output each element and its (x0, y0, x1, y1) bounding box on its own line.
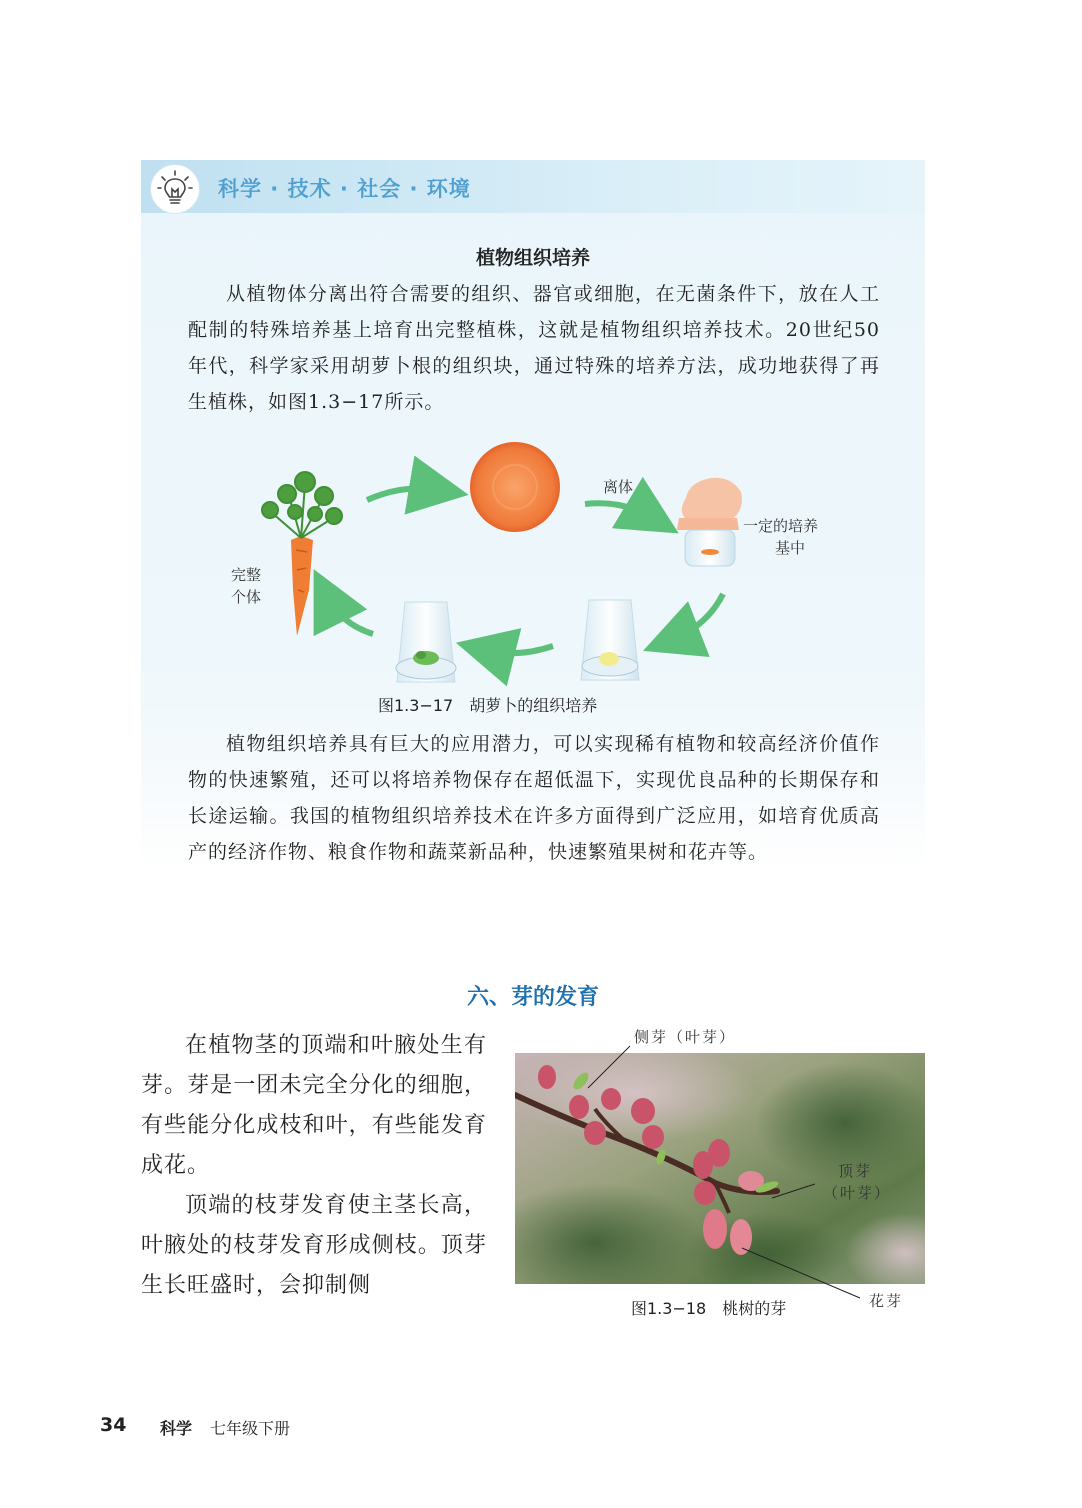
culture-dish-callus (581, 600, 639, 680)
arrow-dish-to-dish (485, 646, 553, 653)
label-terminal-bud-line2: （叶芽） (823, 1184, 892, 1202)
arrow-dish-to-carrot (327, 596, 373, 634)
article-title: 植物组织培养 (475, 247, 590, 269)
section-paragraph-1: 在植物茎的顶端和叶腋处生有芽。芽是一团未完全分化的细胞，有些能分化成枝和叶，有些能发育成花。 (141, 1033, 487, 1178)
lightbulb-icon (150, 164, 200, 214)
label-flower-bud: 花芽 (869, 1292, 904, 1310)
label-lateral-bud: 侧芽（叶芽） (634, 1028, 737, 1046)
photo-leader-lines (560, 1030, 873, 1305)
label-terminal-bud-line1: 顶芽 (838, 1162, 873, 1180)
label-isolate: 离体 (603, 478, 634, 496)
label-medium-line1: 一定的培养 (743, 517, 819, 535)
arrow-jar-to-dish (671, 594, 723, 640)
sts-box-title: 科学 · 技术 · 社会 · 环境 (218, 177, 471, 201)
section-title: 六、芽的发育 (466, 985, 599, 1010)
page-number: 34 (100, 1414, 127, 1436)
whole-carrot (262, 472, 342, 636)
figure-caption-1-3-18: 图1.3−18 桃树的芽 (631, 1299, 787, 1318)
label-whole-line1: 完整 (231, 566, 262, 584)
figure-caption-1-3-17: 图1.3−17 胡萝卜的组织培养 (378, 696, 598, 715)
culture-jar (677, 478, 742, 566)
article-paragraph-2: 植物组织培养具有巨大的应用潜力，可以实现稀有植物和较高经济价值作物的快速繁殖，还可以将培养物保存在超低温下，实现优良品种的长期保存和长途运输。我国的植物组织培养技术在许多方面得到广泛应用，如培育优质高产的经济作物、粮食作物和蔬菜新品种，快速繁殖果树和花卉等。 (188, 733, 880, 863)
article-paragraph-1: 从植物体分离出符合需要的组织、器官或细胞，在无菌条件下，放在人工配制的特殊培养基上培育出完整植株，这就是植物组织培养技术。20世纪50年代，科学家采用胡萝卜根的组织块，通过特殊的培养方法，成功地获得了再生植株，如图1.3−17所示。 (188, 283, 880, 413)
sts-box-header (141, 160, 925, 213)
label-medium-line2: 基中 (775, 539, 806, 557)
culture-dish-seedling (396, 602, 456, 682)
arrow-slice-to-jar (585, 503, 653, 518)
section-body (141, 1026, 487, 1306)
footer-grade: 七年级下册 (210, 1419, 291, 1438)
footer-subject: 科学 (160, 1419, 193, 1438)
label-whole-line2: 个体 (231, 588, 262, 606)
arrow-carrot-to-slice (367, 488, 439, 500)
carrot-slice (470, 442, 560, 532)
section-paragraph-2: 顶端的枝芽发育使主茎长高，叶腋处的枝芽发育形成侧枝。顶芽生长旺盛时，会抑制侧 (141, 1193, 487, 1298)
